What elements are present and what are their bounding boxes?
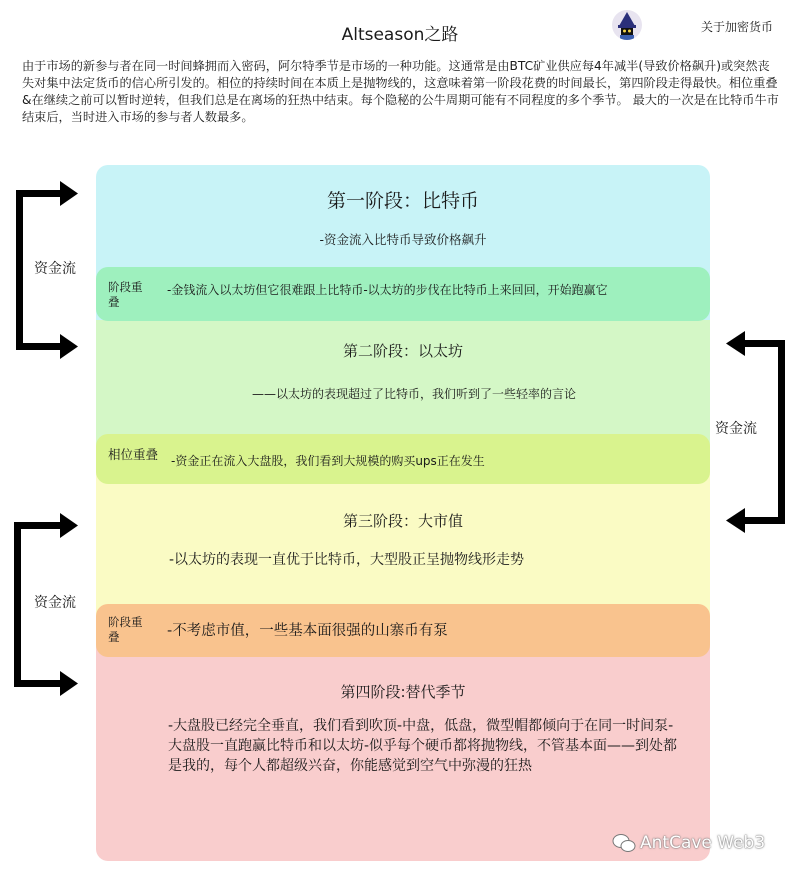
overlap-3-label: 阶段重叠 <box>108 615 143 644</box>
fund-flow-label-2: 资金流 <box>715 421 757 437</box>
overlap-1-text: -金钱流入以太坊但它很难跟上比特币-以太坊的步伐在比特币上来回回，开始跑赢它 <box>167 283 608 297</box>
intro-paragraph: 由于市场的新参与者在同一时间蜂拥而入密码，阿尔特季节是市场的一种功能。这通常是由BTC矿业供应每4年减半(导致价格飙升)或突然丧失对集中法定货币的信心所引发的。相位的持续时间在本质上是抛物线的，这意味着第一阶段花费的时间最长，第四阶段走得最快。相位重叠&在继续之前可以暂时逆转，但我们总是在离场的狂热中结束。每个隐秘的公牛周期可能有不同程度的多个季节。 最大的一次是在比特币牛市结束后，当时进入市场的参与者人数最多。 <box>22 59 779 124</box>
stage-3-text: -以太坊的表现一直优于比特币，大型股正呈抛物线形走势 <box>169 552 525 568</box>
stage-3-title: 第三阶段：大市值 <box>342 512 463 530</box>
crypto-link[interactable]: 关于加密货币 <box>701 20 774 34</box>
stage-1-text: -资金流入比特币导致价格飙升 <box>319 232 487 247</box>
fund-flow-label-3: 资金流 <box>34 595 76 611</box>
overlap-1-label: 阶段重叠 <box>108 280 143 309</box>
stage-4-text: -大盘股已经完全垂直，我们看到吹顶-中盘，低盘，微型帽都倾向于在同一时间泵-大盘股一直跑赢比特币和以太坊-似乎每个硬币都将抛物线，不管基本面——到处都是我的，每个人都超级兴奋，你能感觉到空气中弥漫的狂热 <box>168 718 678 774</box>
page-title: Altseason之路 <box>341 25 459 45</box>
watermark: AntCave Web3 <box>640 833 766 853</box>
overlap-3-text: -不考虑市值，一些基本面很强的山寨币有泵 <box>167 623 448 639</box>
stage-2-title: 第二阶段：以太坊 <box>342 342 463 360</box>
fund-flow-label-1: 资金流 <box>34 261 76 277</box>
wechat-icon <box>612 832 636 854</box>
stage-1-title: 第一阶段：比特币 <box>326 190 479 212</box>
stage-2-text: ——以太坊的表现超过了比特币，我们听到了一些轻率的言论 <box>252 387 577 401</box>
overlap-2-label: 相位重叠 <box>108 447 159 462</box>
stage-4-title: 第四阶段:替代季节 <box>340 683 466 701</box>
overlap-2-text: -资金正在流入大盘股，我们看到大规模的购买ups正在发生 <box>171 454 485 468</box>
